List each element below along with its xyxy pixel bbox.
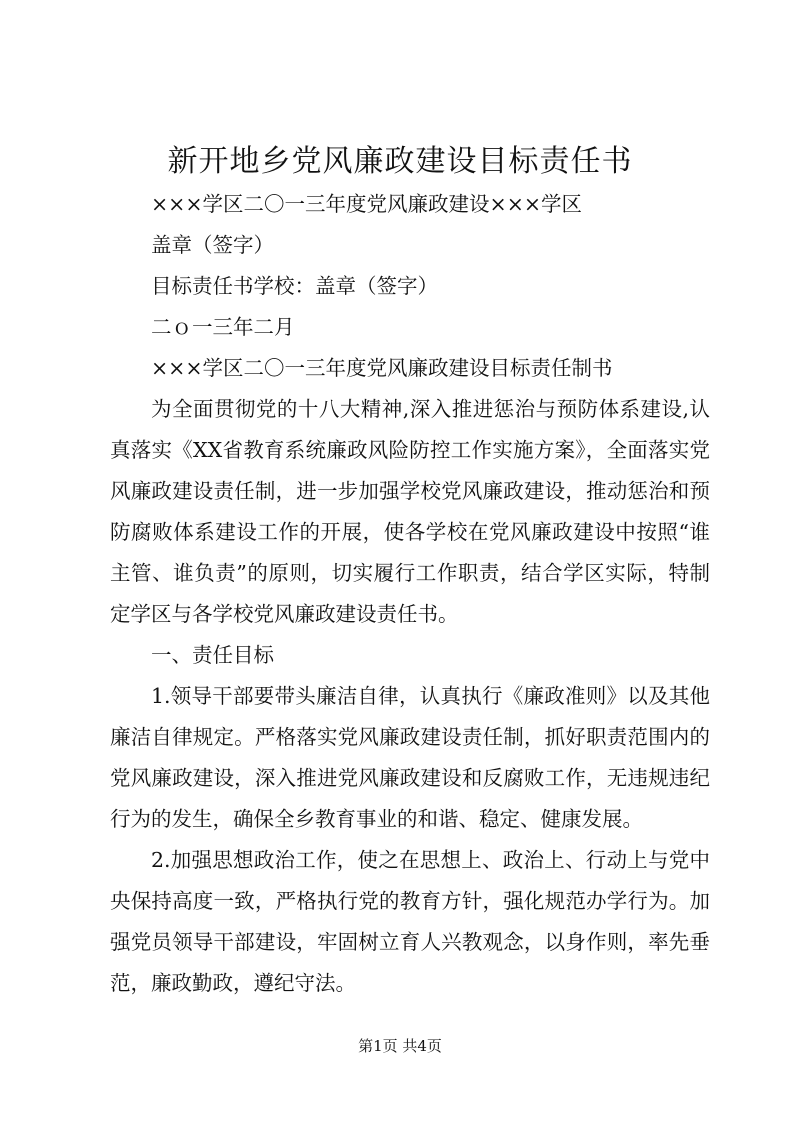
item-1-paragraph: 1.领导干部要带头廉洁自律，认真执行《廉政准则》以及其他廉洁自律规定。严格落实党风廉政建设责任制，抓好职责范围内的党风廉政建设，深入推进党风廉政建设和反腐败工作，无违规违纪行为的发生，确保全乡教育事业的和谐、稳定、健康发展。	[110, 684, 710, 831]
item-2-paragraph: 2.加强思想政治工作，使之在思想上、政治上、行动上与党中央保持高度一致，严格执行党的教育方针，强化规范办学行为。加强党员领导干部建设，牢固树立育人兴教观念，以身作则，率先垂范，廉政勤政，遵纪守法。	[110, 848, 710, 995]
page-footer: 第1页 共4页	[358, 1037, 442, 1055]
document-body	[110, 184, 710, 1004]
header-line-5: ×××学区二〇一三年度党风廉政建设目标责任制书	[151, 356, 613, 380]
header-line-4: 二ｏ一三年二月	[151, 315, 295, 339]
section-heading: 一、责任目标	[151, 643, 274, 667]
header-line-2: 盖章（签字）	[151, 233, 274, 257]
document-title: 新开地乡党风廉政建设目标责任书	[167, 144, 633, 179]
header-line-3: 目标责任书学校：盖章（签字）	[151, 274, 438, 298]
intro-paragraph: 为全面贯彻党的十八大精神,深入推进惩治与预防体系建设,认真落实《XX省教育系统廉政风险防控工作实施方案》，全面落实党风廉政建设责任制，进一步加强学校党风廉政建设，推动惩治和预防腐败体系建设工作的开展，使各学校在党风廉政建设中按照“谁主管、谁负责”的原则，切实履行工作职责，结合学区实际，特制定学区与各学校党风廉政建设责任书。	[110, 397, 710, 626]
header-line-1: ×××学区二〇一三年度党风廉政建设×××学区	[151, 192, 583, 216]
